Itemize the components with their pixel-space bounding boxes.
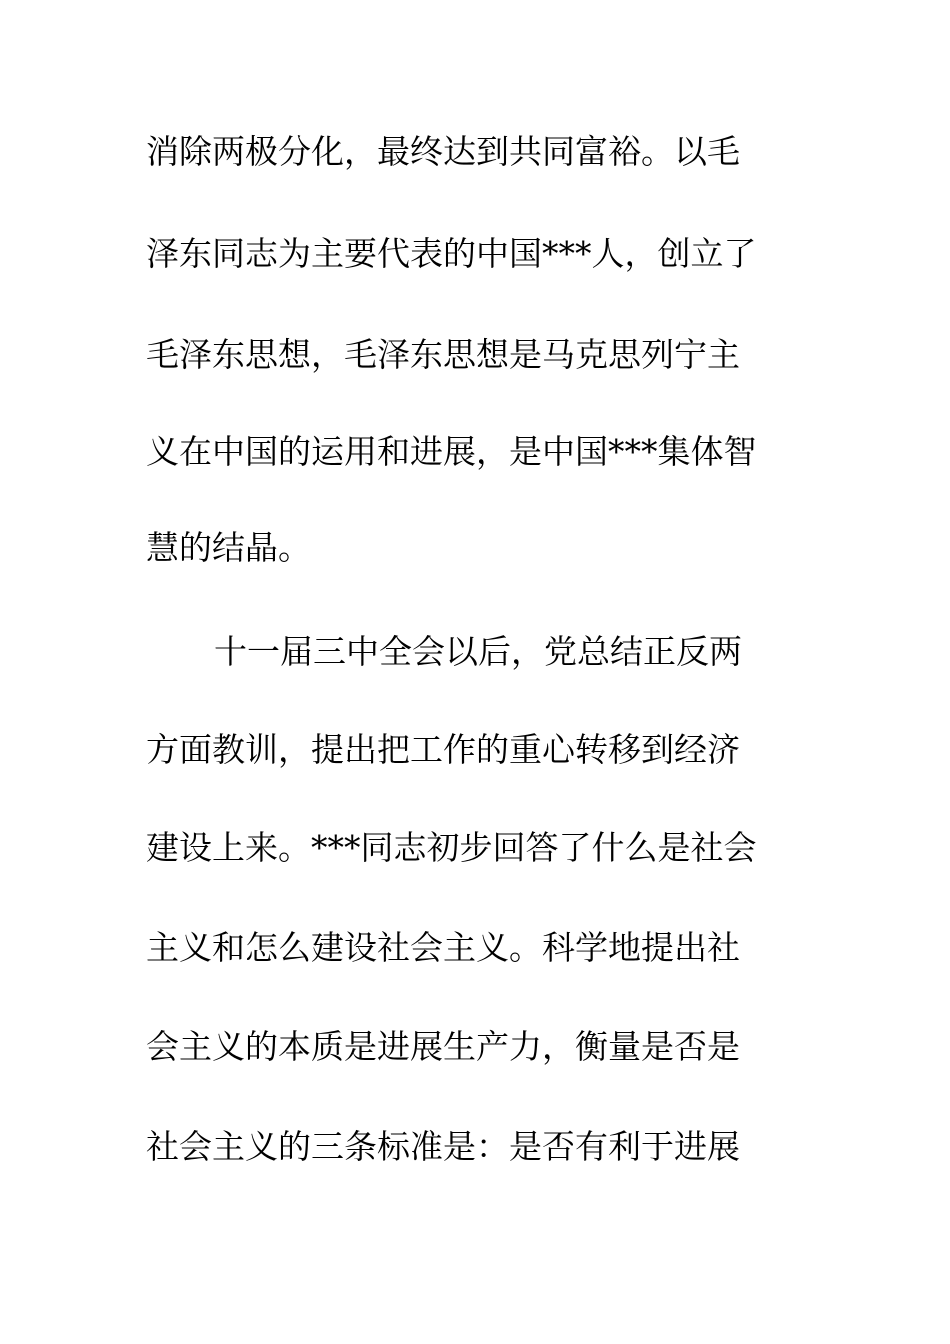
text-line-9: 主义和怎么建设社会主义。科学地提出社 — [146, 928, 740, 967]
text-line-5: 慧的结晶。 — [146, 528, 311, 567]
text-line-1: 消除两极分化，最终达到共同富裕。以毛 — [146, 132, 740, 171]
text-line-2: 泽东同志为主要代表的中国***人，创立了 — [146, 234, 757, 273]
text-line-4: 义在中国的运用和进展，是中国***集体智 — [146, 432, 757, 471]
text-line-3: 毛泽东思想，毛泽东思想是马克思列宁主 — [146, 335, 740, 374]
text-line-8: 建设上来。***同志初步回答了什么是社会 — [146, 828, 757, 867]
text-line-7: 方面教训，提出把工作的重心转移到经济 — [146, 730, 740, 769]
text-line-6-paragraph-start: 十一届三中全会以后，党总结正反两 — [214, 632, 742, 671]
text-line-11: 社会主义的三条标准是：是否有利于进展 — [146, 1127, 740, 1166]
text-line-10: 会主义的本质是进展生产力，衡量是否是 — [146, 1027, 740, 1066]
